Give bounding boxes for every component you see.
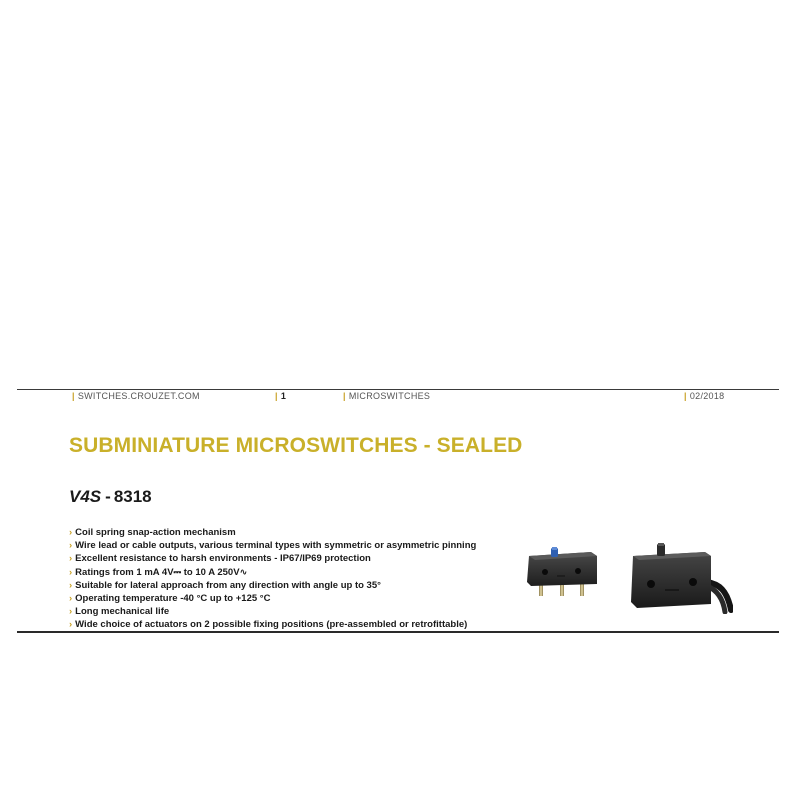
- feature-text: Ratings from 1 mA 4V⎓ to 10 A 250V∿: [75, 566, 248, 578]
- model-heading: [69, 487, 152, 507]
- feature-item: [69, 592, 476, 605]
- header-site[interactable]: [72, 391, 200, 401]
- model-series: V4S: [69, 487, 102, 506]
- chevron-right-icon: ›: [69, 593, 73, 605]
- feature-item: [69, 618, 476, 631]
- feature-item: [69, 605, 476, 618]
- feature-text: Excellent resistance to harsh environments - IP67/IP69 protection: [75, 553, 371, 565]
- date-label: 02/2018: [689, 391, 725, 401]
- page-number: 1: [280, 391, 287, 401]
- feature-item: [69, 552, 476, 565]
- feature-list: [69, 526, 476, 632]
- feature-item: [69, 579, 476, 592]
- feature-item: [69, 566, 476, 579]
- header-separator: |: [684, 391, 687, 401]
- header-separator: |: [72, 391, 75, 401]
- header-site-label: SWITCHES.CROUZET.COM: [77, 391, 200, 401]
- feature-item: [69, 526, 476, 539]
- model-number: 8318: [113, 487, 152, 506]
- page-title: SUBMINIATURE MICROSWITCHES - SEALED: [69, 434, 523, 457]
- microswitch-terminals-image: [525, 544, 601, 600]
- header-page-number: [275, 391, 286, 401]
- header-date: [684, 391, 724, 401]
- feature-text: Coil spring snap-action mechanism: [75, 527, 236, 538]
- microswitch-cable-image: [627, 540, 733, 614]
- model-separator: -: [105, 487, 111, 506]
- chevron-right-icon: ›: [69, 553, 73, 565]
- header-separator: |: [275, 391, 278, 401]
- feature-text: Long mechanical life: [75, 606, 170, 618]
- chevron-right-icon: ›: [69, 579, 73, 591]
- chevron-right-icon: ›: [69, 540, 73, 552]
- header-category: [343, 391, 430, 401]
- category-label: MICROSWITCHES: [348, 391, 431, 401]
- header-rule: [17, 389, 779, 390]
- chevron-right-icon: ›: [69, 619, 73, 631]
- chevron-right-icon: ›: [69, 606, 73, 618]
- feature-text: Wide choice of actuators on 2 possible fixing positions (pre-assembled or retrofittable): [75, 619, 468, 631]
- feature-item: [69, 539, 476, 552]
- header-separator: |: [343, 391, 346, 401]
- chevron-right-icon: ›: [69, 527, 73, 538]
- feature-text: Suitable for lateral approach from any direction with angle up to 35°: [75, 579, 381, 591]
- footer-rule: [17, 631, 779, 633]
- feature-text: Operating temperature -40 °C up to +125 °C: [75, 593, 271, 605]
- feature-text: Wire lead or cable outputs, various terminal types with symmetric or asymmetric pinning: [75, 540, 477, 552]
- chevron-right-icon: ›: [69, 566, 73, 578]
